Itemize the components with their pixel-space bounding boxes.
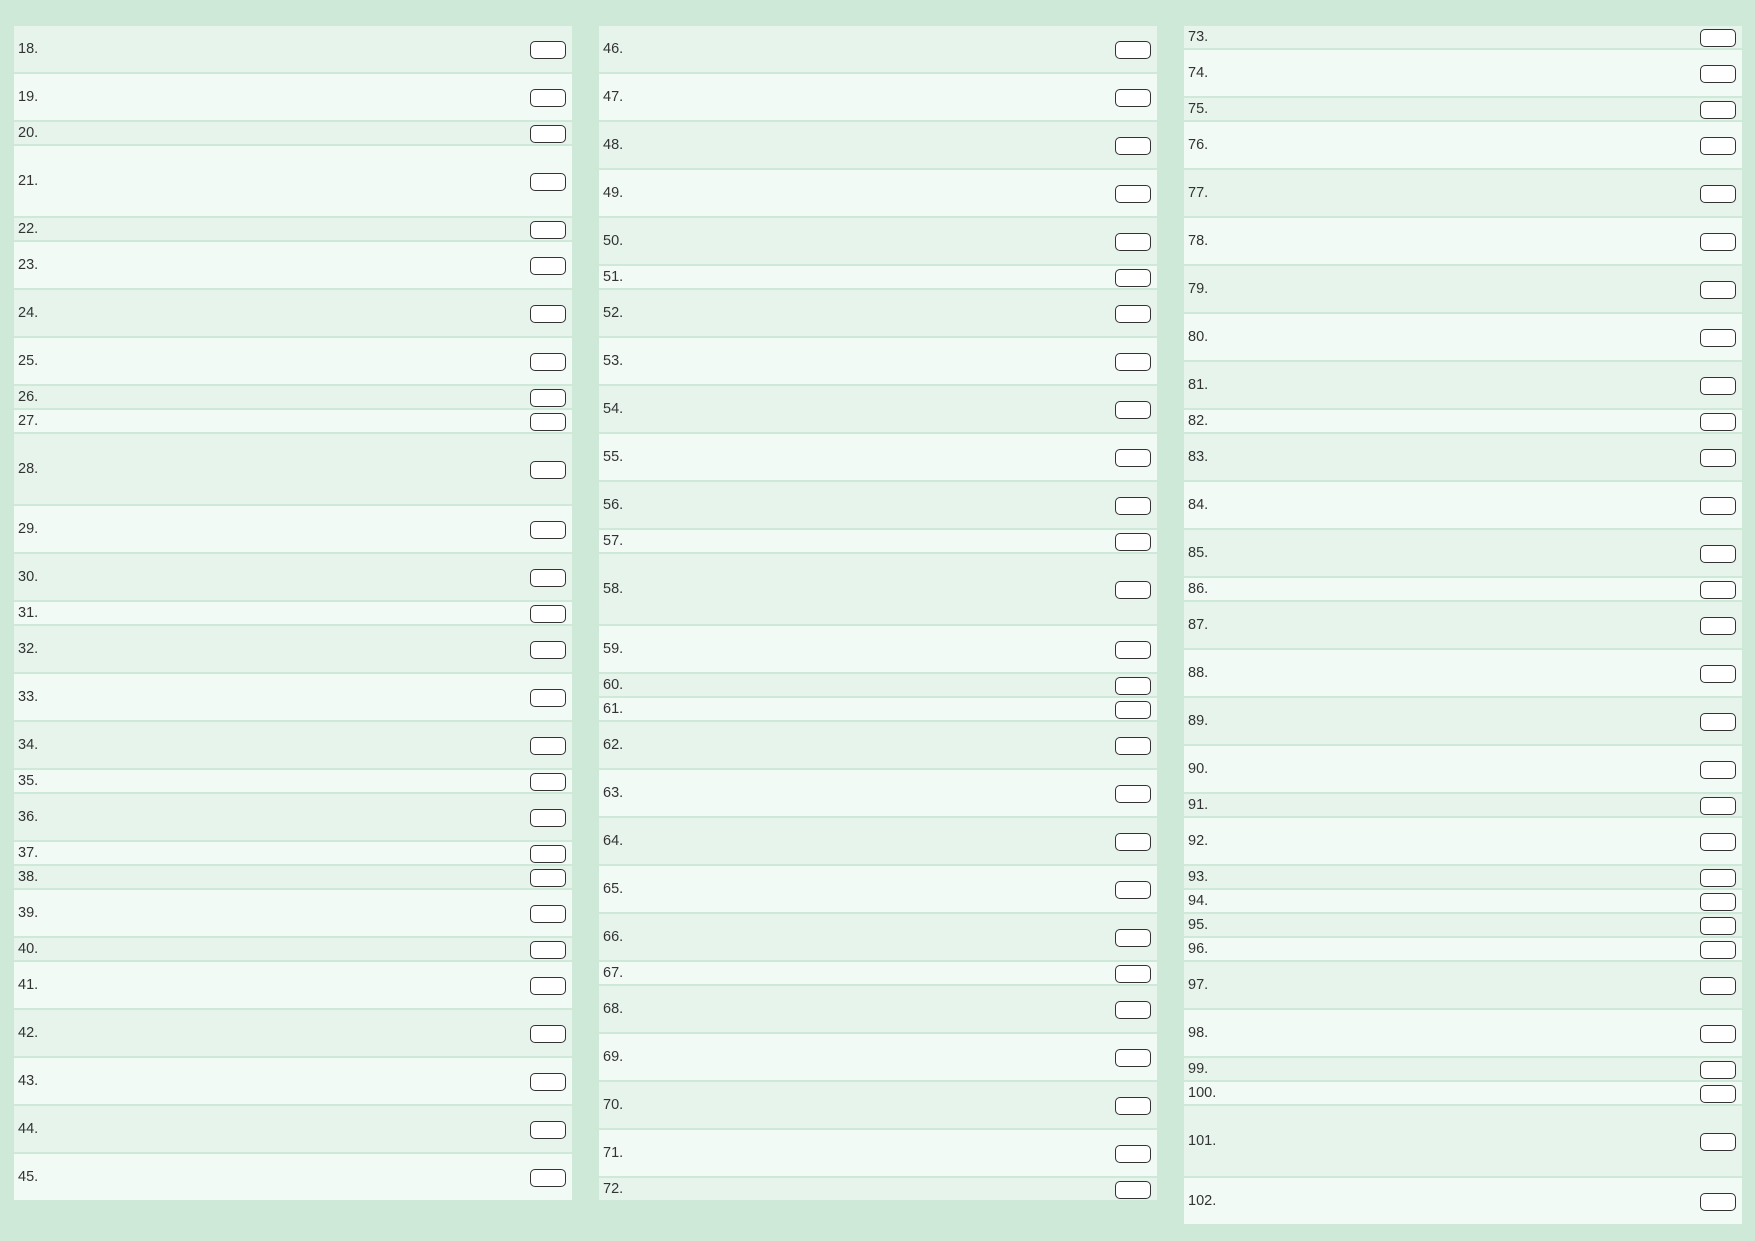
question-number: 56.: [603, 497, 624, 513]
answer-box[interactable]: [530, 569, 566, 587]
question-item: [599, 866, 1157, 914]
answer-box[interactable]: [530, 809, 566, 827]
answer-box[interactable]: [1115, 233, 1151, 251]
answer-box[interactable]: [1115, 401, 1151, 419]
question-item: [599, 218, 1157, 266]
question-number: 85.: [1188, 545, 1209, 561]
question-item: [1184, 50, 1742, 98]
question-number: 24.: [18, 305, 39, 321]
question-number: 68.: [603, 1001, 624, 1017]
question-number: 94.: [1188, 893, 1209, 909]
answer-box[interactable]: [1700, 761, 1736, 779]
question-number: 100.: [1188, 1085, 1217, 1101]
question-number: 69.: [603, 1049, 624, 1065]
question-item: [1184, 362, 1742, 410]
question-item: [599, 266, 1157, 290]
question-item: [14, 890, 572, 938]
answer-box[interactable]: [530, 413, 566, 431]
question-number: 46.: [603, 41, 624, 57]
question-number: 78.: [1188, 233, 1209, 249]
question-item: [14, 842, 572, 866]
question-item: [599, 1034, 1157, 1082]
answer-box[interactable]: [530, 605, 566, 623]
answer-box[interactable]: [1115, 89, 1151, 107]
answer-box[interactable]: [1115, 353, 1151, 371]
question-item: [1184, 314, 1742, 362]
question-number: 82.: [1188, 413, 1209, 429]
answer-box[interactable]: [1115, 1145, 1151, 1163]
question-item: [599, 386, 1157, 434]
question-item: [14, 602, 572, 626]
answer-box[interactable]: [1115, 881, 1151, 899]
question-number: 43.: [18, 1073, 39, 1089]
question-number: 101.: [1188, 1133, 1217, 1149]
question-number: 39.: [18, 905, 39, 921]
question-item: [14, 794, 572, 842]
answer-box[interactable]: [1700, 137, 1736, 155]
question-item: [1184, 1106, 1742, 1178]
question-number: 33.: [18, 689, 39, 705]
question-item: [14, 26, 572, 74]
question-item: [14, 242, 572, 290]
question-item: [14, 386, 572, 410]
question-item: [599, 914, 1157, 962]
question-item: [1184, 530, 1742, 578]
question-item: [599, 674, 1157, 698]
question-column-3: [1184, 26, 1742, 1226]
answer-box[interactable]: [530, 905, 566, 923]
answer-box[interactable]: [530, 353, 566, 371]
answer-box[interactable]: [1700, 1085, 1736, 1103]
answer-box[interactable]: [530, 521, 566, 539]
question-item: [1184, 170, 1742, 218]
answer-box[interactable]: [530, 461, 566, 479]
question-number: 58.: [603, 581, 624, 597]
question-item: [14, 674, 572, 722]
question-item: [14, 626, 572, 674]
question-number: 81.: [1188, 377, 1209, 393]
question-item: [1184, 266, 1742, 314]
question-item: [14, 506, 572, 554]
answer-box[interactable]: [530, 1169, 566, 1187]
question-number: 92.: [1188, 833, 1209, 849]
answer-box[interactable]: [1700, 617, 1736, 635]
answer-box[interactable]: [1700, 413, 1736, 431]
question-number: 18.: [18, 41, 39, 57]
answer-box[interactable]: [530, 869, 566, 887]
question-item: [1184, 1010, 1742, 1058]
answer-box[interactable]: [1115, 533, 1151, 551]
answer-box[interactable]: [1115, 1001, 1151, 1019]
question-number: 70.: [603, 1097, 624, 1113]
question-number: 32.: [18, 641, 39, 657]
question-number: 35.: [18, 773, 39, 789]
question-number: 37.: [18, 845, 39, 861]
question-number: 26.: [18, 389, 39, 405]
question-number: 72.: [603, 1181, 624, 1197]
question-item: [14, 1106, 572, 1154]
question-item: [1184, 578, 1742, 602]
answer-box[interactable]: [1115, 137, 1151, 155]
answer-box[interactable]: [1700, 833, 1736, 851]
question-item: [599, 986, 1157, 1034]
question-item: [599, 770, 1157, 818]
question-number: 19.: [18, 89, 39, 105]
question-item: [599, 818, 1157, 866]
question-number: 44.: [18, 1121, 39, 1137]
question-number: 45.: [18, 1169, 39, 1185]
question-item: [1184, 410, 1742, 434]
answer-box[interactable]: [1700, 449, 1736, 467]
answer-box[interactable]: [1115, 185, 1151, 203]
question-number: 93.: [1188, 869, 1209, 885]
answer-box[interactable]: [1700, 185, 1736, 203]
question-number: 49.: [603, 185, 624, 201]
question-number: 47.: [603, 89, 624, 105]
question-number: 55.: [603, 449, 624, 465]
question-item: [1184, 914, 1742, 938]
answer-box[interactable]: [530, 389, 566, 407]
question-number: 61.: [603, 701, 624, 717]
question-number: 34.: [18, 737, 39, 753]
question-item: [599, 1082, 1157, 1130]
answer-box[interactable]: [530, 689, 566, 707]
answer-box[interactable]: [530, 305, 566, 323]
question-number: 28.: [18, 461, 39, 477]
question-item: [14, 410, 572, 434]
answer-box[interactable]: [530, 773, 566, 791]
question-item: [14, 866, 572, 890]
question-item: [1184, 698, 1742, 746]
answer-box[interactable]: [1115, 1181, 1151, 1199]
answer-box[interactable]: [530, 1025, 566, 1043]
answer-box[interactable]: [1115, 965, 1151, 983]
question-item: [599, 122, 1157, 170]
answer-box[interactable]: [1115, 1049, 1151, 1067]
answer-box[interactable]: [1700, 233, 1736, 251]
answer-box[interactable]: [1115, 701, 1151, 719]
question-item: [14, 1154, 572, 1202]
answer-box[interactable]: [1115, 581, 1151, 599]
question-number: 63.: [603, 785, 624, 801]
question-item: [599, 530, 1157, 554]
answer-box[interactable]: [1700, 665, 1736, 683]
question-item: [1184, 650, 1742, 698]
question-item: [1184, 890, 1742, 914]
question-number: 95.: [1188, 917, 1209, 933]
answer-box[interactable]: [530, 641, 566, 659]
answer-box[interactable]: [1700, 1025, 1736, 1043]
answer-box[interactable]: [1115, 269, 1151, 287]
answer-box[interactable]: [1700, 65, 1736, 83]
question-column-2: [599, 26, 1157, 1202]
question-item: [14, 722, 572, 770]
question-number: 80.: [1188, 329, 1209, 345]
answer-box[interactable]: [1115, 641, 1151, 659]
answer-box[interactable]: [1700, 713, 1736, 731]
question-number: 36.: [18, 809, 39, 825]
question-number: 87.: [1188, 617, 1209, 633]
answer-box[interactable]: [1700, 797, 1736, 815]
question-number: 77.: [1188, 185, 1209, 201]
question-item: [599, 962, 1157, 986]
question-item: [14, 938, 572, 962]
answer-box[interactable]: [1115, 833, 1151, 851]
answer-box[interactable]: [1115, 449, 1151, 467]
question-number: 29.: [18, 521, 39, 537]
question-item: [599, 1178, 1157, 1202]
question-item: [1184, 794, 1742, 818]
question-number: 67.: [603, 965, 624, 981]
question-item: [1184, 482, 1742, 530]
question-number: 27.: [18, 413, 39, 429]
question-number: 51.: [603, 269, 624, 285]
question-item: [599, 722, 1157, 770]
question-item: [1184, 122, 1742, 170]
question-number: 62.: [603, 737, 624, 753]
answer-box[interactable]: [1115, 1097, 1151, 1115]
answer-box[interactable]: [1700, 101, 1736, 119]
question-item: [599, 434, 1157, 482]
question-item: [14, 74, 572, 122]
question-number: 79.: [1188, 281, 1209, 297]
answer-box[interactable]: [1700, 281, 1736, 299]
answer-box[interactable]: [530, 737, 566, 755]
answer-box[interactable]: [1115, 677, 1151, 695]
answer-box[interactable]: [530, 41, 566, 59]
question-number: 96.: [1188, 941, 1209, 957]
answer-box[interactable]: [1115, 785, 1151, 803]
question-item: [599, 74, 1157, 122]
question-number: 60.: [603, 677, 624, 693]
question-item: [1184, 26, 1742, 50]
question-number: 65.: [603, 881, 624, 897]
answer-box[interactable]: [530, 1121, 566, 1139]
question-number: 84.: [1188, 497, 1209, 513]
question-number: 54.: [603, 401, 624, 417]
question-number: 66.: [603, 929, 624, 945]
answer-box[interactable]: [1700, 977, 1736, 995]
question-number: 53.: [603, 353, 624, 369]
question-number: 52.: [603, 305, 624, 321]
question-item: [1184, 866, 1742, 890]
question-number: 23.: [18, 257, 39, 273]
answer-box[interactable]: [530, 845, 566, 863]
answer-box[interactable]: [1115, 737, 1151, 755]
question-item: [14, 962, 572, 1010]
question-item: [14, 554, 572, 602]
question-number: 98.: [1188, 1025, 1209, 1041]
answer-box[interactable]: [530, 173, 566, 191]
question-item: [1184, 746, 1742, 794]
question-number: 25.: [18, 353, 39, 369]
answer-box[interactable]: [1115, 305, 1151, 323]
question-item: [1184, 818, 1742, 866]
answer-box[interactable]: [1700, 581, 1736, 599]
answer-box[interactable]: [530, 125, 566, 143]
question-number: 20.: [18, 125, 39, 141]
question-item: [1184, 98, 1742, 122]
question-number: 71.: [603, 1145, 624, 1161]
question-number: 21.: [18, 173, 39, 189]
question-number: 40.: [18, 941, 39, 957]
question-number: 30.: [18, 569, 39, 585]
question-number: 89.: [1188, 713, 1209, 729]
answer-box[interactable]: [1700, 917, 1736, 935]
question-item: [14, 122, 572, 146]
question-item: [14, 290, 572, 338]
question-item: [599, 290, 1157, 338]
answer-box[interactable]: [530, 1073, 566, 1091]
question-item: [599, 1130, 1157, 1178]
answer-box[interactable]: [530, 221, 566, 239]
question-item: [14, 338, 572, 386]
answer-box[interactable]: [1700, 497, 1736, 515]
question-number: 42.: [18, 1025, 39, 1041]
question-number: 38.: [18, 869, 39, 885]
question-number: 57.: [603, 533, 624, 549]
question-item: [599, 170, 1157, 218]
question-number: 97.: [1188, 977, 1209, 993]
answer-box[interactable]: [1700, 1193, 1736, 1211]
question-item: [599, 26, 1157, 74]
question-number: 59.: [603, 641, 624, 657]
question-item: [14, 1058, 572, 1106]
answer-box[interactable]: [1700, 893, 1736, 911]
answer-box[interactable]: [1700, 869, 1736, 887]
question-item: [14, 1010, 572, 1058]
question-number: 88.: [1188, 665, 1209, 681]
answer-box[interactable]: [1700, 941, 1736, 959]
question-item: [1184, 1058, 1742, 1082]
question-number: 75.: [1188, 101, 1209, 117]
answer-box[interactable]: [1700, 1061, 1736, 1079]
answer-box[interactable]: [530, 941, 566, 959]
question-item: [1184, 938, 1742, 962]
question-item: [1184, 218, 1742, 266]
question-item: [14, 770, 572, 794]
question-number: 102.: [1188, 1193, 1217, 1209]
question-number: 91.: [1188, 797, 1209, 813]
question-item: [14, 434, 572, 506]
question-item: [1184, 1082, 1742, 1106]
answer-box[interactable]: [530, 89, 566, 107]
answer-box[interactable]: [1115, 497, 1151, 515]
answer-box[interactable]: [1700, 545, 1736, 563]
question-number: 74.: [1188, 65, 1209, 81]
question-item: [1184, 962, 1742, 1010]
answer-box[interactable]: [1115, 41, 1151, 59]
question-number: 86.: [1188, 581, 1209, 597]
question-number: 90.: [1188, 761, 1209, 777]
question-number: 73.: [1188, 29, 1209, 45]
answer-box[interactable]: [530, 257, 566, 275]
question-item: [14, 218, 572, 242]
answer-box[interactable]: [1700, 329, 1736, 347]
question-item: [1184, 602, 1742, 650]
answer-box[interactable]: [1700, 29, 1736, 47]
question-column-1: [14, 26, 572, 1202]
question-item: [599, 338, 1157, 386]
answer-box[interactable]: [1115, 929, 1151, 947]
question-number: 64.: [603, 833, 624, 849]
question-item: [599, 698, 1157, 722]
question-item: [1184, 434, 1742, 482]
question-item: [599, 482, 1157, 530]
question-number: 48.: [603, 137, 624, 153]
question-number: 50.: [603, 233, 624, 249]
answer-box[interactable]: [1700, 377, 1736, 395]
question-item: [599, 626, 1157, 674]
question-number: 83.: [1188, 449, 1209, 465]
question-item: [14, 146, 572, 218]
answer-box[interactable]: [1700, 1133, 1736, 1151]
question-item: [599, 554, 1157, 626]
question-number: 22.: [18, 221, 39, 237]
question-number: 76.: [1188, 137, 1209, 153]
question-number: 41.: [18, 977, 39, 993]
question-number: 31.: [18, 605, 39, 621]
question-item: [1184, 1178, 1742, 1226]
answer-box[interactable]: [530, 977, 566, 995]
question-number: 99.: [1188, 1061, 1209, 1077]
